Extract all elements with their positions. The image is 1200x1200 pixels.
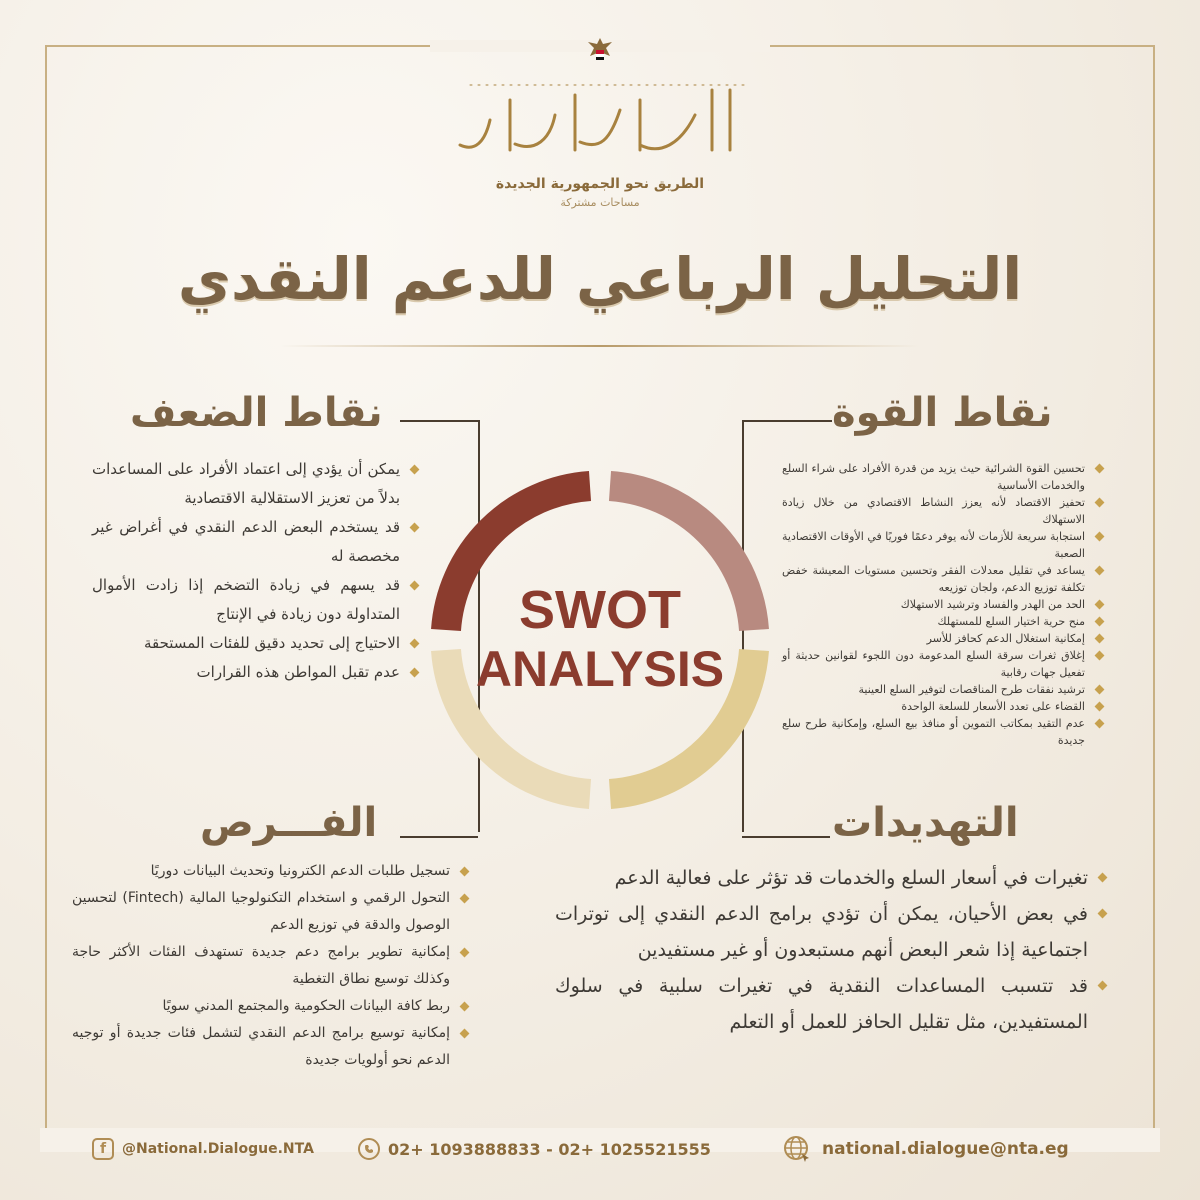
national-dialogue-logo (440, 70, 760, 170)
list-item: عدم التقيد بمكاتب التموين أو منافذ بيع السلع، وإمكانية طرح سلع جديدة (782, 715, 1107, 749)
phone-numbers: 02+ 1093888833 - 02+ 1025521555 (388, 1139, 711, 1159)
opportunities-list (72, 858, 472, 1074)
list-item: تغيرات في أسعار السلع والخدمات قد تؤثر على فعالية الدعم (555, 860, 1110, 896)
list-item: إمكانية استغلال الدعم كحافز للأسر (782, 630, 1107, 647)
email-address: national.dialogue@nta.eg (822, 1139, 1069, 1159)
footer (0, 1132, 1200, 1166)
list-item: ترشيد نفقات طرح المناقصات لتوفير السلع العينية (782, 681, 1107, 698)
globe-icon (782, 1134, 812, 1164)
list-item: القضاء على تعدد الأسعار للسلعة الواحدة (782, 698, 1107, 715)
list-item: تحفيز الاقتصاد لأنه يعزز النشاط الاقتصادي من خلال زيادة الاستهلاك (782, 494, 1107, 528)
list-item: تسجيل طلبات الدعم الكترونيا وتحديث البيانات دوريًا (72, 858, 472, 885)
strengths-heading: نقاط القوة (832, 390, 1053, 436)
title-divider (280, 345, 920, 347)
phone-link[interactable] (358, 1132, 711, 1166)
weaknesses-list (92, 455, 422, 687)
analysis-label: ANALYSIS (475, 641, 725, 697)
facebook-icon: f (92, 1138, 114, 1160)
list-item: قد يستخدم البعض الدعم النقدي في أغراض غير مخصصة له (92, 513, 422, 571)
swot-label: SWOT (519, 580, 681, 640)
list-item: قد تتسبب المساعدات النقدية في تغيرات سلبية في سلوك المستفيدين، مثل تقليل الحافز للعمل أو التعلم (555, 968, 1110, 1040)
list-item: ربط كافة البيانات الحكومية والمجتمع المدني سويًا (72, 993, 472, 1020)
threats-heading: التهديدات (832, 800, 1019, 846)
opportunities-heading: الفـــرص (200, 800, 378, 846)
threats-list (555, 860, 1110, 1040)
list-item: تحسين القوة الشرائية حيث يزيد من قدرة الأفراد على شراء السلع والخدمات الأساسية (782, 460, 1107, 494)
list-item: إمكانية تطوير برامج دعم جديدة تستهدف الفئات الأكثر حاجة وكذلك توسيع نطاق التغطية (72, 939, 472, 993)
whatsapp-icon (358, 1138, 380, 1160)
list-item: في بعض الأحيان، يمكن أن تؤدي برامج الدعم النقدي إلى توترات اجتماعية إذا شعر البعض أنهم مستبعدون أو غير مستفيدين (555, 896, 1110, 968)
list-item: منح حرية اختيار السلع للمستهلك (782, 613, 1107, 630)
list-item: عدم تقبل المواطن هذه القرارات (92, 658, 422, 687)
strengths-list (782, 460, 1107, 749)
list-item: قد يسهم في زيادة التضخم إذا زادت الأموال المتداولة دون زيادة في الإنتاج (92, 571, 422, 629)
opportunities-connector (400, 836, 478, 840)
threats-connector (742, 836, 830, 840)
page-title: التحليل الرباعي للدعم النقدي (177, 245, 1023, 313)
list-item: الاحتياج إلى تحديد دقيق للفئات المستحقة (92, 629, 422, 658)
email-link[interactable] (782, 1132, 1069, 1166)
swot-ring (420, 460, 780, 820)
list-item: يمكن أن يؤدي إلى اعتماد الأفراد على المساعدات بدلاً من تعزيز الاستقلالية الاقتصادية (92, 455, 422, 513)
weaknesses-heading: نقاط الضعف (130, 390, 383, 436)
facebook-handle: @National.Dialogue.NTA (122, 1141, 314, 1157)
list-item: إمكانية توسيع برامج الدعم النقدي لتشمل فئات جديدة أو توجيه الدعم نحو أولويات جديدة (72, 1020, 472, 1074)
list-item: إغلاق ثغرات سرقة السلع المدعومة دون اللجوء لقوانين حديثة أو تفعيل جهات رقابية (782, 647, 1107, 681)
list-item: التحول الرقمي و استخدام التكنولوجيا المالية (Fintech) لتحسين الوصول والدقة في توزيع الدعم (72, 885, 472, 939)
list-item: استجابة سريعة للأزمات لأنه يوفر دعمًا فوريًا في الأوقات الاقتصادية الصعبة (782, 528, 1107, 562)
list-item: يساعد في تقليل معدلات الفقر وتحسين مستويات المعيشة خفض تكلفة توزيع الدعم، ولجان توزيعه (782, 562, 1107, 596)
logo-subtagline: مساحات مشتركة (560, 196, 640, 209)
logo-tagline: الطريق نحو الجمهورية الجديدة (495, 176, 705, 192)
eagle-emblem-icon (584, 36, 616, 66)
list-item: الحد من الهدر والفساد وترشيد الاستهلاك (782, 596, 1107, 613)
facebook-link[interactable] (92, 1132, 314, 1166)
